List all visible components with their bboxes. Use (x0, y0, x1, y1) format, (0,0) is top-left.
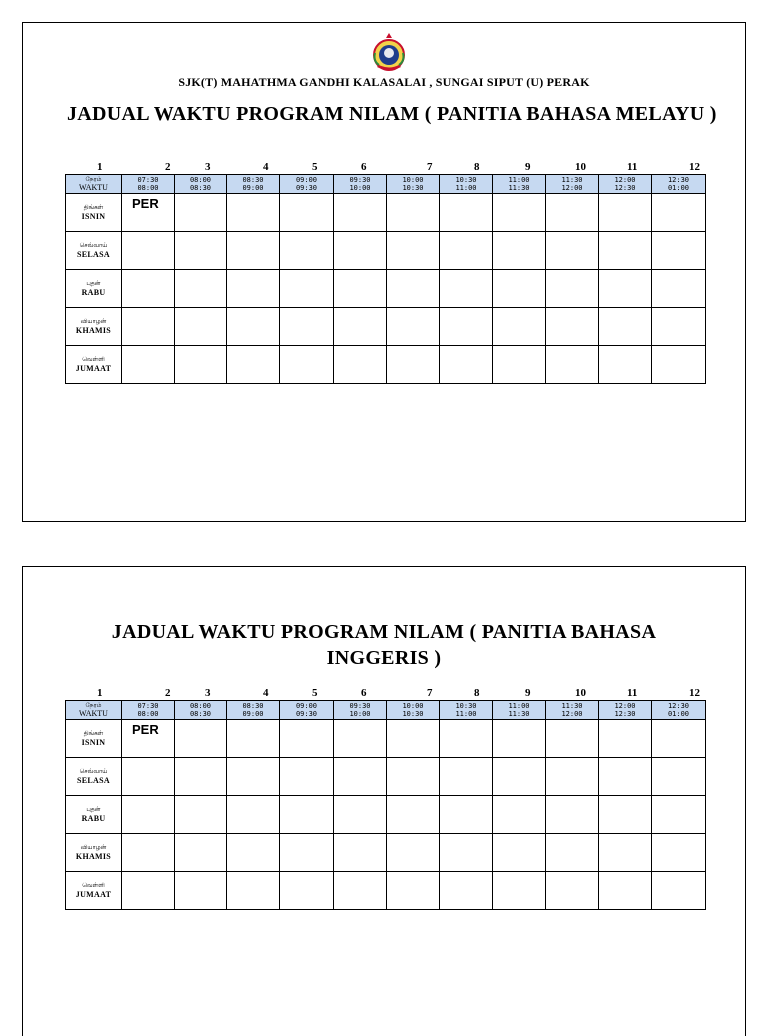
timetable-cell (599, 834, 652, 872)
timetable-cell (227, 720, 280, 758)
timetable-cell (175, 834, 227, 872)
time-slot: 07:30 08:00 (122, 701, 175, 720)
column-number: 3 (205, 161, 211, 173)
timetable-cell (227, 308, 280, 346)
timetable-cell (175, 270, 227, 308)
time-slot: 11:30 12:00 (546, 175, 599, 194)
timetable-cell (280, 834, 334, 872)
timetable-cell (493, 834, 546, 872)
day-label: திங்கள் ISNIN (66, 194, 122, 232)
time-slot: 09:00 09:30 (280, 175, 334, 194)
column-number: 4 (263, 687, 269, 699)
day-row-isnin (66, 194, 706, 232)
time-slot: 10:30 11:00 (440, 701, 493, 720)
timetable-cell (122, 796, 175, 834)
timetable-cell (387, 834, 440, 872)
time-slot: 12:30 01:00 (652, 701, 706, 720)
timetable-cell (546, 194, 599, 232)
timetable-cell (122, 308, 175, 346)
timetable-cell (227, 834, 280, 872)
timetable-cell (227, 796, 280, 834)
timetable-cell (546, 872, 599, 910)
timetable-cell (280, 308, 334, 346)
column-number: 7 (427, 687, 433, 699)
column-number: 11 (627, 161, 638, 173)
day-label: வியாழன் KHAMIS (66, 834, 122, 872)
timetable-cell (280, 232, 334, 270)
timetable-cell (599, 232, 652, 270)
time-slot: 07:30 08:00 (122, 175, 175, 194)
timetable-cell (122, 834, 175, 872)
school-crest-logo (371, 31, 407, 73)
timetable-cell (440, 308, 493, 346)
time-slot: 09:30 10:00 (334, 175, 387, 194)
column-number: 7 (427, 161, 433, 173)
column-number: 4 (263, 161, 269, 173)
timetable-cell (122, 758, 175, 796)
time-slot: 11:00 11:30 (493, 175, 546, 194)
timetable-cell (652, 758, 706, 796)
timetable-grid (65, 700, 706, 910)
timetable-cell (387, 308, 440, 346)
column-number-row (65, 687, 705, 699)
column-number: 3 (205, 687, 211, 699)
timetable-cell (546, 232, 599, 270)
timetable-cell (175, 308, 227, 346)
timetable-cell (652, 834, 706, 872)
timetable-cell (280, 346, 334, 384)
column-number-row (65, 161, 705, 173)
timetable-cell (175, 232, 227, 270)
timetable-cell (122, 346, 175, 384)
timetable-cell (440, 758, 493, 796)
day-row-khamis (66, 834, 706, 872)
timetable-cell (493, 720, 546, 758)
column-number: 11 (627, 687, 638, 699)
timetable-cell (387, 194, 440, 232)
column-number: 5 (312, 687, 318, 699)
time-slot: 10:00 10:30 (387, 175, 440, 194)
time-slot: 09:00 09:30 (280, 701, 334, 720)
timetable-cell (175, 872, 227, 910)
timetable-cell (652, 872, 706, 910)
column-number: 8 (474, 161, 480, 173)
timetable-cell (334, 270, 387, 308)
timetable-cell (546, 796, 599, 834)
timetable-cell (175, 758, 227, 796)
timetable-cell (227, 346, 280, 384)
timetable-cell (599, 270, 652, 308)
timetable-cell (493, 232, 546, 270)
cell-entry: PER (132, 722, 159, 737)
timetable-cell (175, 720, 227, 758)
timetable-cell (652, 270, 706, 308)
day-label: செவ்வாய் SELASA (66, 758, 122, 796)
timetable-cell (440, 194, 493, 232)
day-row-khamis (66, 308, 706, 346)
timetable-cell (493, 872, 546, 910)
timetable-cell (493, 308, 546, 346)
timetable-cell (280, 758, 334, 796)
timetable-cell (440, 796, 493, 834)
timetable-cell (599, 720, 652, 758)
day-label: செவ்வாய் SELASA (66, 232, 122, 270)
timetable-cell (599, 796, 652, 834)
timetable-cell (227, 194, 280, 232)
timetable-cell (280, 796, 334, 834)
timetable-cell (440, 834, 493, 872)
timetable-cell (546, 270, 599, 308)
timetable-cell (599, 872, 652, 910)
timetable-cell (546, 308, 599, 346)
timetable-cell (599, 758, 652, 796)
timetable-cell (334, 720, 387, 758)
time-slot: 11:30 12:00 (546, 701, 599, 720)
timetable-cell (175, 194, 227, 232)
day-row-rabu (66, 796, 706, 834)
timetable-cell (652, 796, 706, 834)
timetable-cell (546, 834, 599, 872)
timetable-cell (227, 872, 280, 910)
day-label: வெள்ளி JUMAAT (66, 346, 122, 384)
school-name: SJK(T) MAHATHMA GANDHI KALASALAI , SUNGAI SIPUT (U) PERAK (178, 75, 590, 89)
timetable-cell (334, 834, 387, 872)
timetable-cell (280, 270, 334, 308)
timetable-cell (493, 758, 546, 796)
column-number: 2 (165, 687, 171, 699)
day-label: புதன் RABU (66, 270, 122, 308)
day-label: புதன் RABU (66, 796, 122, 834)
timetable-cell (652, 194, 706, 232)
timetable-cell (387, 796, 440, 834)
column-number: 2 (165, 161, 171, 173)
day-label: வெள்ளி JUMAAT (66, 872, 122, 910)
time-slot: 10:30 11:00 (440, 175, 493, 194)
timetable-cell (493, 346, 546, 384)
timetable-cell (599, 194, 652, 232)
column-number: 12 (689, 687, 700, 699)
timetable-cell (280, 720, 334, 758)
timetable-cell (440, 720, 493, 758)
timetable-cell (387, 270, 440, 308)
column-number: 6 (361, 161, 367, 173)
timetable-cell (652, 308, 706, 346)
time-slot: 11:00 11:30 (493, 701, 546, 720)
timetable-cell (493, 194, 546, 232)
timetable-cell (280, 872, 334, 910)
timetable-cell (440, 872, 493, 910)
column-number: 1 (97, 161, 103, 173)
time-slot: 08:30 09:00 (227, 701, 280, 720)
timetable-cell (440, 270, 493, 308)
timetable-cell (122, 872, 175, 910)
timetable-cell (387, 720, 440, 758)
timetable-cell (122, 194, 175, 232)
timetable-cell (387, 872, 440, 910)
timetable-cell (334, 308, 387, 346)
timetable-cell (334, 796, 387, 834)
day-row-rabu (66, 270, 706, 308)
time-slot: 08:00 08:30 (175, 175, 227, 194)
timetable-cell (387, 346, 440, 384)
timetable-title: JADUAL WAKTU PROGRAM NILAM ( PANITIA BAHASA MELAYU ) (67, 103, 717, 125)
timetable-cell (652, 232, 706, 270)
column-number: 6 (361, 687, 367, 699)
column-number: 5 (312, 161, 318, 173)
column-number: 12 (689, 161, 700, 173)
timetable-cell (652, 346, 706, 384)
timetable-cell (227, 232, 280, 270)
timetable-cell (122, 232, 175, 270)
time-slot: 09:30 10:00 (334, 701, 387, 720)
column-number: 1 (97, 687, 103, 699)
day-label: வியாழன் KHAMIS (66, 308, 122, 346)
timetable-cell (334, 194, 387, 232)
timetable-cell (546, 346, 599, 384)
column-number: 10 (575, 687, 586, 699)
timetable-cell (227, 758, 280, 796)
time-header-cell: நேரம் WAKTU (66, 175, 122, 194)
timetable-cell (122, 720, 175, 758)
cell-entry: PER (132, 196, 159, 211)
column-number: 9 (525, 687, 531, 699)
time-slot: 08:30 09:00 (227, 175, 280, 194)
timetable-cell (387, 758, 440, 796)
timetable-cell (175, 796, 227, 834)
header-row (66, 175, 706, 194)
timetable-cell (334, 232, 387, 270)
timetable-cell (387, 232, 440, 270)
timetable-cell (440, 232, 493, 270)
time-slot: 12:00 12:30 (599, 175, 652, 194)
timetable-cell (440, 346, 493, 384)
column-number: 8 (474, 687, 480, 699)
timetable-cell (493, 796, 546, 834)
time-header-cell: நேரம் WAKTU (66, 701, 122, 720)
timetable-cell (334, 346, 387, 384)
timetable-cell (546, 720, 599, 758)
timetable-cell (334, 872, 387, 910)
timetable-cell (493, 270, 546, 308)
day-row-jumaat (66, 346, 706, 384)
timetable-cell (227, 270, 280, 308)
timetable-grid (65, 174, 706, 384)
timetable-cell (122, 270, 175, 308)
time-slot: 10:00 10:30 (387, 701, 440, 720)
time-slot: 08:00 08:30 (175, 701, 227, 720)
timetable-cell (599, 308, 652, 346)
timetable-cell (652, 720, 706, 758)
day-label: திங்கள் ISNIN (66, 720, 122, 758)
timetable-panel-bahasa-melayu (22, 22, 746, 522)
day-row-selasa (66, 758, 706, 796)
day-row-jumaat (66, 872, 706, 910)
timetable-cell (599, 346, 652, 384)
timetable-cell (546, 758, 599, 796)
day-row-selasa (66, 232, 706, 270)
timetable-cell (334, 758, 387, 796)
timetable-title: JADUAL WAKTU PROGRAM NILAM ( PANITIA BAHASA INGGERIS ) (111, 621, 657, 669)
column-number: 10 (575, 161, 586, 173)
timetable-panel-bahasa-inggeris (22, 566, 746, 1036)
day-row-isnin (66, 720, 706, 758)
time-slot: 12:30 01:00 (652, 175, 706, 194)
timetable-cell (280, 194, 334, 232)
column-number: 9 (525, 161, 531, 173)
timetable-cell (175, 346, 227, 384)
time-slot: 12:00 12:30 (599, 701, 652, 720)
header-row (66, 701, 706, 720)
